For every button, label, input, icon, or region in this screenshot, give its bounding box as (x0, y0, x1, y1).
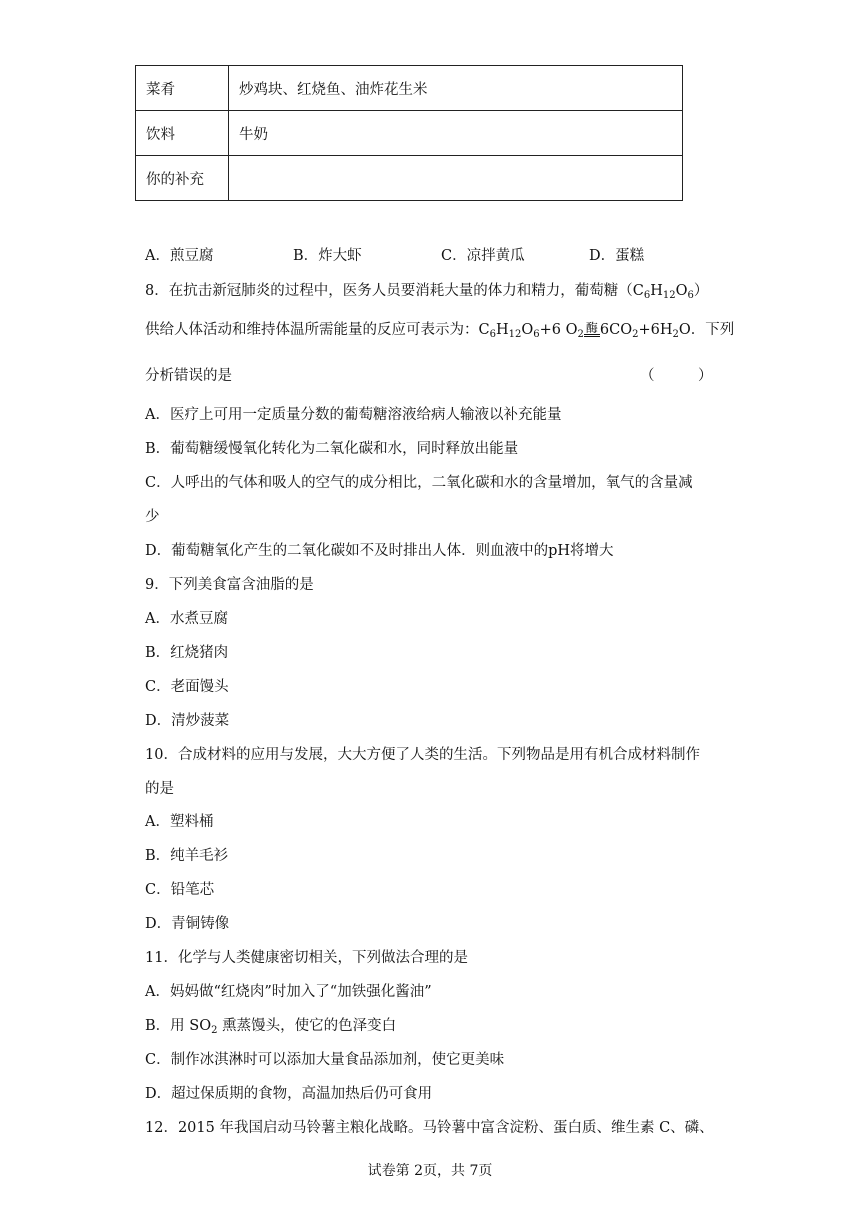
q10-option-d: D．青铜铸像 (145, 916, 230, 932)
q8-option-c-line2: 少 (145, 509, 160, 525)
q10-option-b: B．纯羊毛衫 (145, 848, 229, 864)
q7-option-b: B．炸大虾 (293, 248, 362, 264)
table-row (136, 156, 683, 201)
q9-option-b: B．红烧猪肉 (145, 645, 229, 661)
q7-option-d: D．蛋糕 (589, 248, 645, 264)
q9-option-d: D．清炒菠菜 (145, 713, 230, 729)
table-cell-value: 炒鸡块、红烧鱼、油炸花生米 (229, 66, 683, 111)
q8-option-a: A．医疗上可用一定质量分数的葡萄糖溶液给病人输液以补充能量 (145, 407, 562, 423)
q11-option-c: C．制作冰淇淋时可以添加大量食品添加剂，使它更美味 (145, 1052, 505, 1068)
page-footer: 试卷第 2页，共 7页 (367, 1163, 493, 1179)
table-cell-key: 饮料 (136, 111, 229, 156)
table-row (136, 111, 683, 156)
table-cell-value: 牛奶 (229, 111, 683, 156)
q8-option-d: D．葡萄糖氧化产生的二氧化碳如不及时排出人体．则血液中的pH将增大 (145, 543, 614, 559)
table-cell-key: 菜肴 (136, 66, 229, 111)
q10-stem-line1: 10．合成材料的应用与发展，大大方便了人类的生活。下列物品是用有机合成材料制作 (145, 747, 700, 763)
q11-option-a: A．妈妈做“红烧肉”时加入了“加铁强化酱油” (145, 984, 432, 1000)
q8-stem-line3: 分析错误的是 (145, 368, 232, 384)
menu-table (135, 65, 683, 201)
table-cell-key: 你的补充 (136, 156, 229, 201)
q9-stem: 9．下列美食富含油脂的是 (145, 577, 314, 593)
q11-stem: 11．化学与人类健康密切相关，下列做法合理的是 (145, 950, 468, 966)
q11-option-b: B．用 $SO_2$ 熏蒸馒头，使它的色泽变白 (145, 1018, 397, 1036)
q10-option-a: A．塑料桶 (145, 814, 214, 830)
q9-option-a: A．水煮豆腐 (145, 611, 228, 627)
q10-option-c: C．铅笔芯 (145, 882, 215, 898)
answer-bracket: （ ） (640, 368, 713, 384)
reaction-condition: 酶 (585, 321, 598, 335)
q7-options (145, 244, 644, 265)
q7-option-c: C．凉拌黄瓜 (441, 248, 525, 264)
q12-stem: 12．2015 年我国启动马铃薯主粮化战略。马铃薯中富含淀粉、蛋白质、维生素 C、磷、 (145, 1120, 714, 1136)
table-row (136, 66, 683, 111)
q10-stem-line2: 的是 (145, 781, 174, 797)
q7-option-a: A．煎豆腐 (145, 248, 214, 264)
q8-option-c-line1: C．人呼出的气体和吸人的空气的成分相比，二氧化碳和水的含量增加，氧气的含量减 (145, 475, 693, 491)
q8-stem-line2-equation: 供给人体活动和维持体温所需能量的反应可表示为：$C_6H_{12}O_6+6$ $O_2$ 酶 $6CO_2+6H_2O$．下列 (145, 321, 735, 340)
q11-option-d: D．超过保质期的食物，高温加热后仍可食用 (145, 1086, 433, 1102)
q8-option-b: B．葡萄糖缓慢氧化转化为二氧化碳和水，同时释放出能量 (145, 441, 519, 457)
q9-option-c: C．老面馒头 (145, 679, 229, 695)
table-cell-answer (229, 156, 683, 201)
q8-stem-line1: 8．在抗击新冠肺炎的过程中，医务人员要消耗大量的体力和精力，葡萄糖$(C_6H_{12}O_6)$ (145, 283, 709, 301)
